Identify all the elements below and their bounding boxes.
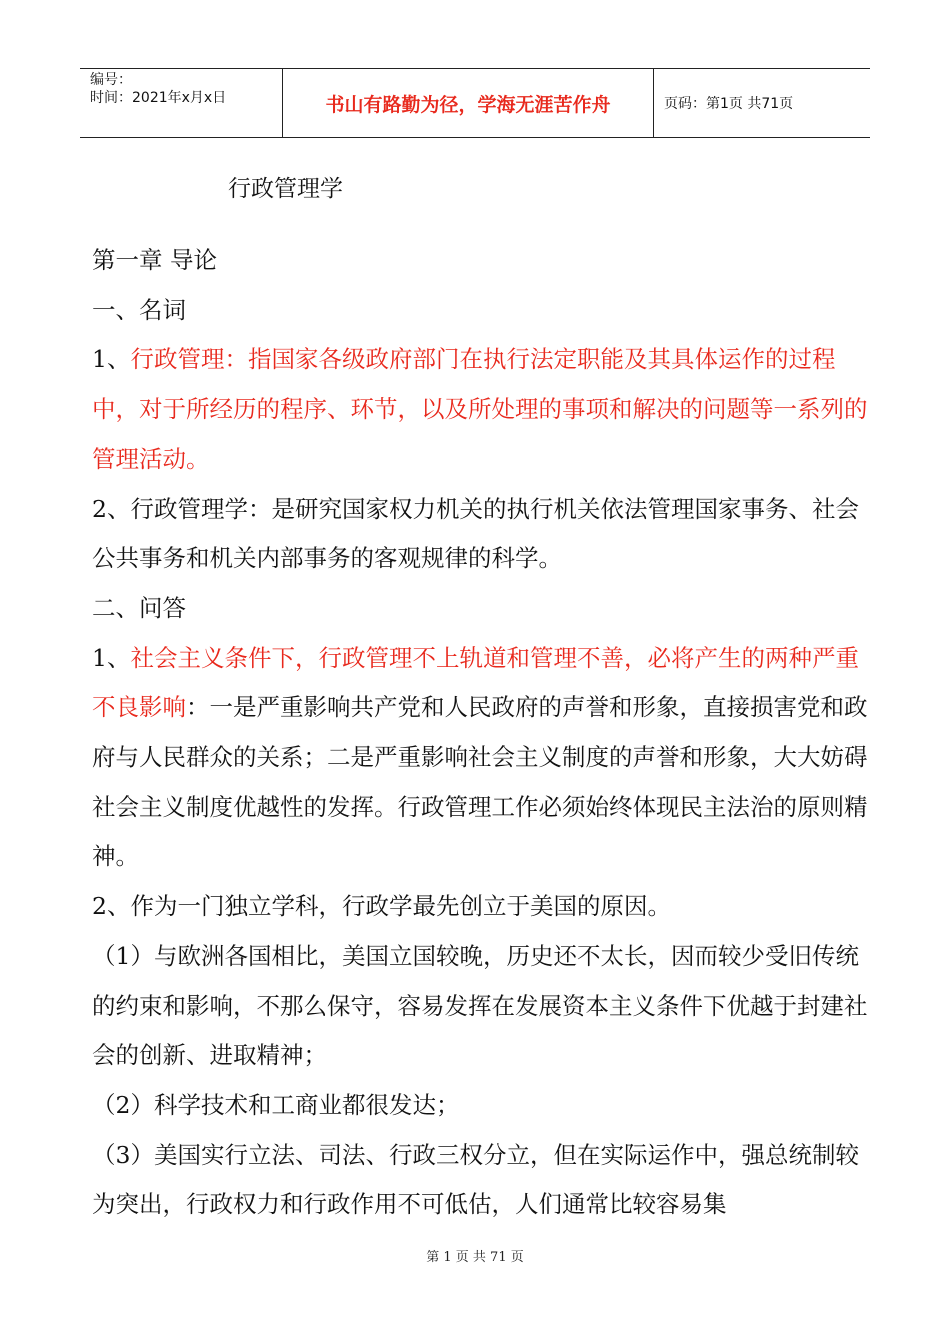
term-2: 2、行政管理学：是研究国家权力机关的执行机关依法管理国家事务、社会公共事务和机关内部事务的客观规律的科学。	[92, 494, 859, 573]
term-1	[92, 335, 872, 484]
chapter-heading: 第一章 导论	[92, 246, 217, 274]
time-label: 时间：2021年x月x日	[90, 90, 227, 106]
serial-label: 编号：	[90, 72, 132, 88]
term-1-number: 1、	[92, 345, 131, 374]
header-meta	[80, 69, 282, 137]
question-2-item-1: （1）与欧洲各国相比，美国立国较晚，历史还不太长，因而较少受旧传统的约束和影响，不那么保守，容易发挥在发展资本主义条件下优越于封建社会的创新、进取精神；	[92, 941, 868, 1070]
page-footer: 第 1 页 共 71 页	[426, 1250, 524, 1265]
question-1-answer: ：一是严重影响共产党和人民政府的声誉和形象，直接损害党和政府与人民群众的关系；二是严重影响社会主义制度的声誉和形象，大大妨碍社会主义制度优越性的发挥。行政管理工作必须始终体现民主法治的原则精神。	[92, 693, 868, 871]
question-2: 2、作为一门独立学科，行政学最先创立于美国的原因。	[92, 892, 671, 921]
question-1	[92, 634, 872, 883]
question-1-number: 1、	[92, 643, 131, 672]
section-heading-qa: 二、问答	[92, 593, 186, 622]
document-body	[92, 236, 872, 1230]
term-1-definition: 行政管理：指国家各级政府部门在执行法定职能及其具体运作的过程中，对于所经历的程序、环节，以及所处理的事项和解决的问题等一系列的管理活动。	[92, 345, 868, 473]
header-page-info: 页码：第1页 共71页	[664, 96, 794, 112]
header-motto: 书山有路勤为径，学海无涯苦作舟	[282, 69, 654, 137]
question-2-item-3: （3）美国实行立法、司法、行政三权分立，但在实际运作中，强总统制较为突出，行政权力和行政作用不可低估，人们通常比较容易集	[92, 1140, 859, 1219]
section-heading-terms: 一、名词	[92, 295, 186, 324]
question-2-item-2: （2）科学技术和工商业都很发达；	[92, 1090, 460, 1119]
document-title: 行政管理学	[228, 176, 343, 202]
question-1-highlight: 社会主义条件下，行政管理不上轨道和管理不善，必将产生的两种严重不良影响	[92, 643, 859, 722]
page-header	[80, 68, 870, 138]
